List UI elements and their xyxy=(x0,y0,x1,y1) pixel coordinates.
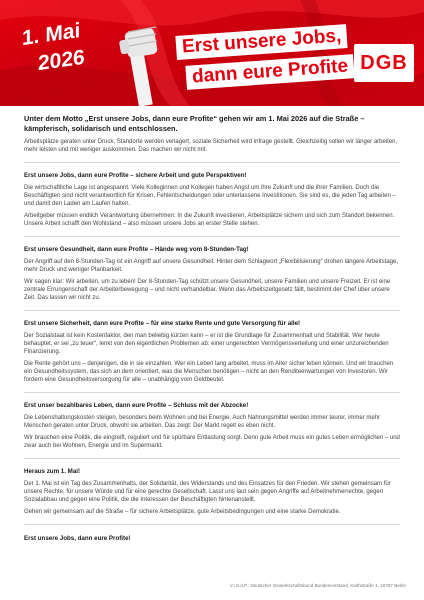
section-affordable-life xyxy=(24,402,400,450)
section-paragraph: Der Sozialstaat ist kein Kostenfaktor, den man beliebig kürzen kann – er ist die Grundlage für Zusammenhalt und Stabilität. Wer heute behauptet, er sei „zu teuer“, lenkt von den eigentlichen Problemen ab: einer ungerechten Vermögensverteilung und einer unzureichenden Finanzierung. xyxy=(24,333,389,355)
divider xyxy=(24,236,400,237)
document-body xyxy=(24,114,400,542)
section-paragraph: Die Rente gehört uns – denjenigen, die in sie einzahlen. Wer ein Leben lang arbeitet, muss im Alter sicher leben können. Und wir brauchen ein Gesundheitssystem, das sich an dem orientiert, was die Menschen benötigen – nicht an den Renditeerwartungen von Investoren. Wir fordern eine Gesundheitsversorgung für alle – unabhängig vom Geldbeutel. xyxy=(24,361,394,383)
section-paragraph: Gehen wir gemeinsam auf die Straße – für sichere Arbeitsplätze, gute Arbeitsbedingungen und eine starke Demokratie. xyxy=(24,509,341,515)
section-may-day xyxy=(24,468,400,516)
headline-line-1: Erst unsere Jobs, xyxy=(175,24,348,60)
imprint-footer: V.i.S.d.P.: Deutscher Gewerkschaftsbund Bundesvorstand, Keithstraße 1, 10787 Berlin xyxy=(229,583,406,588)
dgb-logo: DGB xyxy=(354,44,414,82)
section-heading: Heraus zum 1. Mai! xyxy=(24,468,81,475)
divider xyxy=(24,162,400,163)
divider xyxy=(24,392,400,393)
section-paragraph: Der 1. Mai ist ein Tag des Zusammenhalts, der Solidarität, des Widerstands und des Einsatzes für den Frieden. Wir stehen gemeinsam für unsere Rechte, für unsere Würde und für eine gerechte Gesellschaft. Lasst uns laut sein gegen Angriffe auf Arbeitnehmerrechte, gegen Sozialabbau und gegen eine Politik, die die Interessen der Beschäftigten hintenanstellt. xyxy=(24,481,391,503)
date-day: 1. Mai xyxy=(22,18,81,51)
section-heading: Erst unsere Gesundheit, dann eure Profite – Hände weg vom 8-Stunden-Tag! xyxy=(24,246,249,253)
section-jobs xyxy=(24,172,400,228)
divider xyxy=(24,524,400,525)
section-paragraph: Arbeitgeber müssen endlich Verantwortung übernehmen: In die Zukunft investieren, Arbeitsplätze sichern und sich zum Standort bekennen. Unsere Arbeit schafft den Wohlstand – also müssen unsere Jobs an erster Stelle stehen. xyxy=(24,213,395,227)
section-paragraph: Wir brauchen eine Politik, die eingreift, reguliert und für spürbare Entlastung sorgt. Denn gute Arbeit muss ein gutes Leben ermöglichen – und zwar auch bei Wohnen, Energie und im Supermarkt. xyxy=(24,435,400,449)
section-heading: Erst unsere Jobs, dann eure Profite – sichere Arbeit und gute Perspektiven! xyxy=(24,172,247,179)
divider xyxy=(24,458,400,459)
section-heading: Erst unser bezahlbares Leben, dann eure Profite – Schluss mit der Abzocke! xyxy=(24,402,249,409)
section-paragraph: Der Angriff auf den 8-Stunden-Tag ist ein Angriff auf unsere Gesundheit. Hinter dem Schlagwort „Flexibilisierung“ drohen längere Arbeitstage, mehr Druck und weniger Planbarkeit. xyxy=(24,259,398,273)
section-health xyxy=(24,246,400,302)
closing-slogan: Erst unsere Jobs, dann eure Profite! xyxy=(24,535,131,542)
intro-title: Unter dem Motto „Erst unsere Jobs, dann eure Profite“ gehen wir am 1. Mai 2026 auf die Straße – kämpferisch, solidarisch und entschlossen. xyxy=(24,114,365,133)
intro-text: Arbeitsplätze geraten unter Druck, Standorte werden verlagert, soziale Sicherheit wird infrage gestellt. Gleichzeitig sollen wir länger arbeiten, mehr leisten und mit weniger auskommen. Das machen wir nicht mit. xyxy=(24,139,398,153)
section-paragraph: Wir sagen klar: Wir arbeiten, um zu leben! Der 8-Stunden-Tag schützt unsere Gesundheit, unsere Familien und unsere Freizeit. Er ist eine zentrale Errungenschaft der Arbeiterbewegung – und nicht verhandelbar. Wenn das Arbeitszeitgesetz fällt, bestimmt der Chef über unsere Zeit. Das lassen wir nicht zu. xyxy=(24,279,391,301)
header-banner xyxy=(0,0,424,106)
section-security xyxy=(24,320,400,384)
divider xyxy=(24,310,400,311)
section-paragraph: Die Lebenshaltungskosten steigen, besonders beim Wohnen und bei Energie. Auch Nahrungsmittel werden immer teurer, immer mehr Menschen geraten unter Druck, obwohl sie arbeiten. Das zeigt: Der Markt regelt es eben nicht. xyxy=(24,415,381,429)
section-heading: Erst unsere Sicherheit, dann eure Profite – für eine starke Rente und gute Versorgung für alle! xyxy=(24,320,301,327)
date-year: 2026 xyxy=(38,45,85,76)
headline-line-2: dann eure Profite xyxy=(185,54,355,90)
section-paragraph: Die wirtschaftliche Lage ist angespannt. Viele Kolleginnen und Kollegen haben Angst um ihre Zukunft und die ihrer Familien. Doch die Beschäftigten sind nicht verantwortlich für Krisen, Fehlentscheidungen oder unterlassene Investitionen. Sie sind es, die jeden Tag arbeiten – und damit den Laden am Laufen halten. xyxy=(24,185,396,207)
